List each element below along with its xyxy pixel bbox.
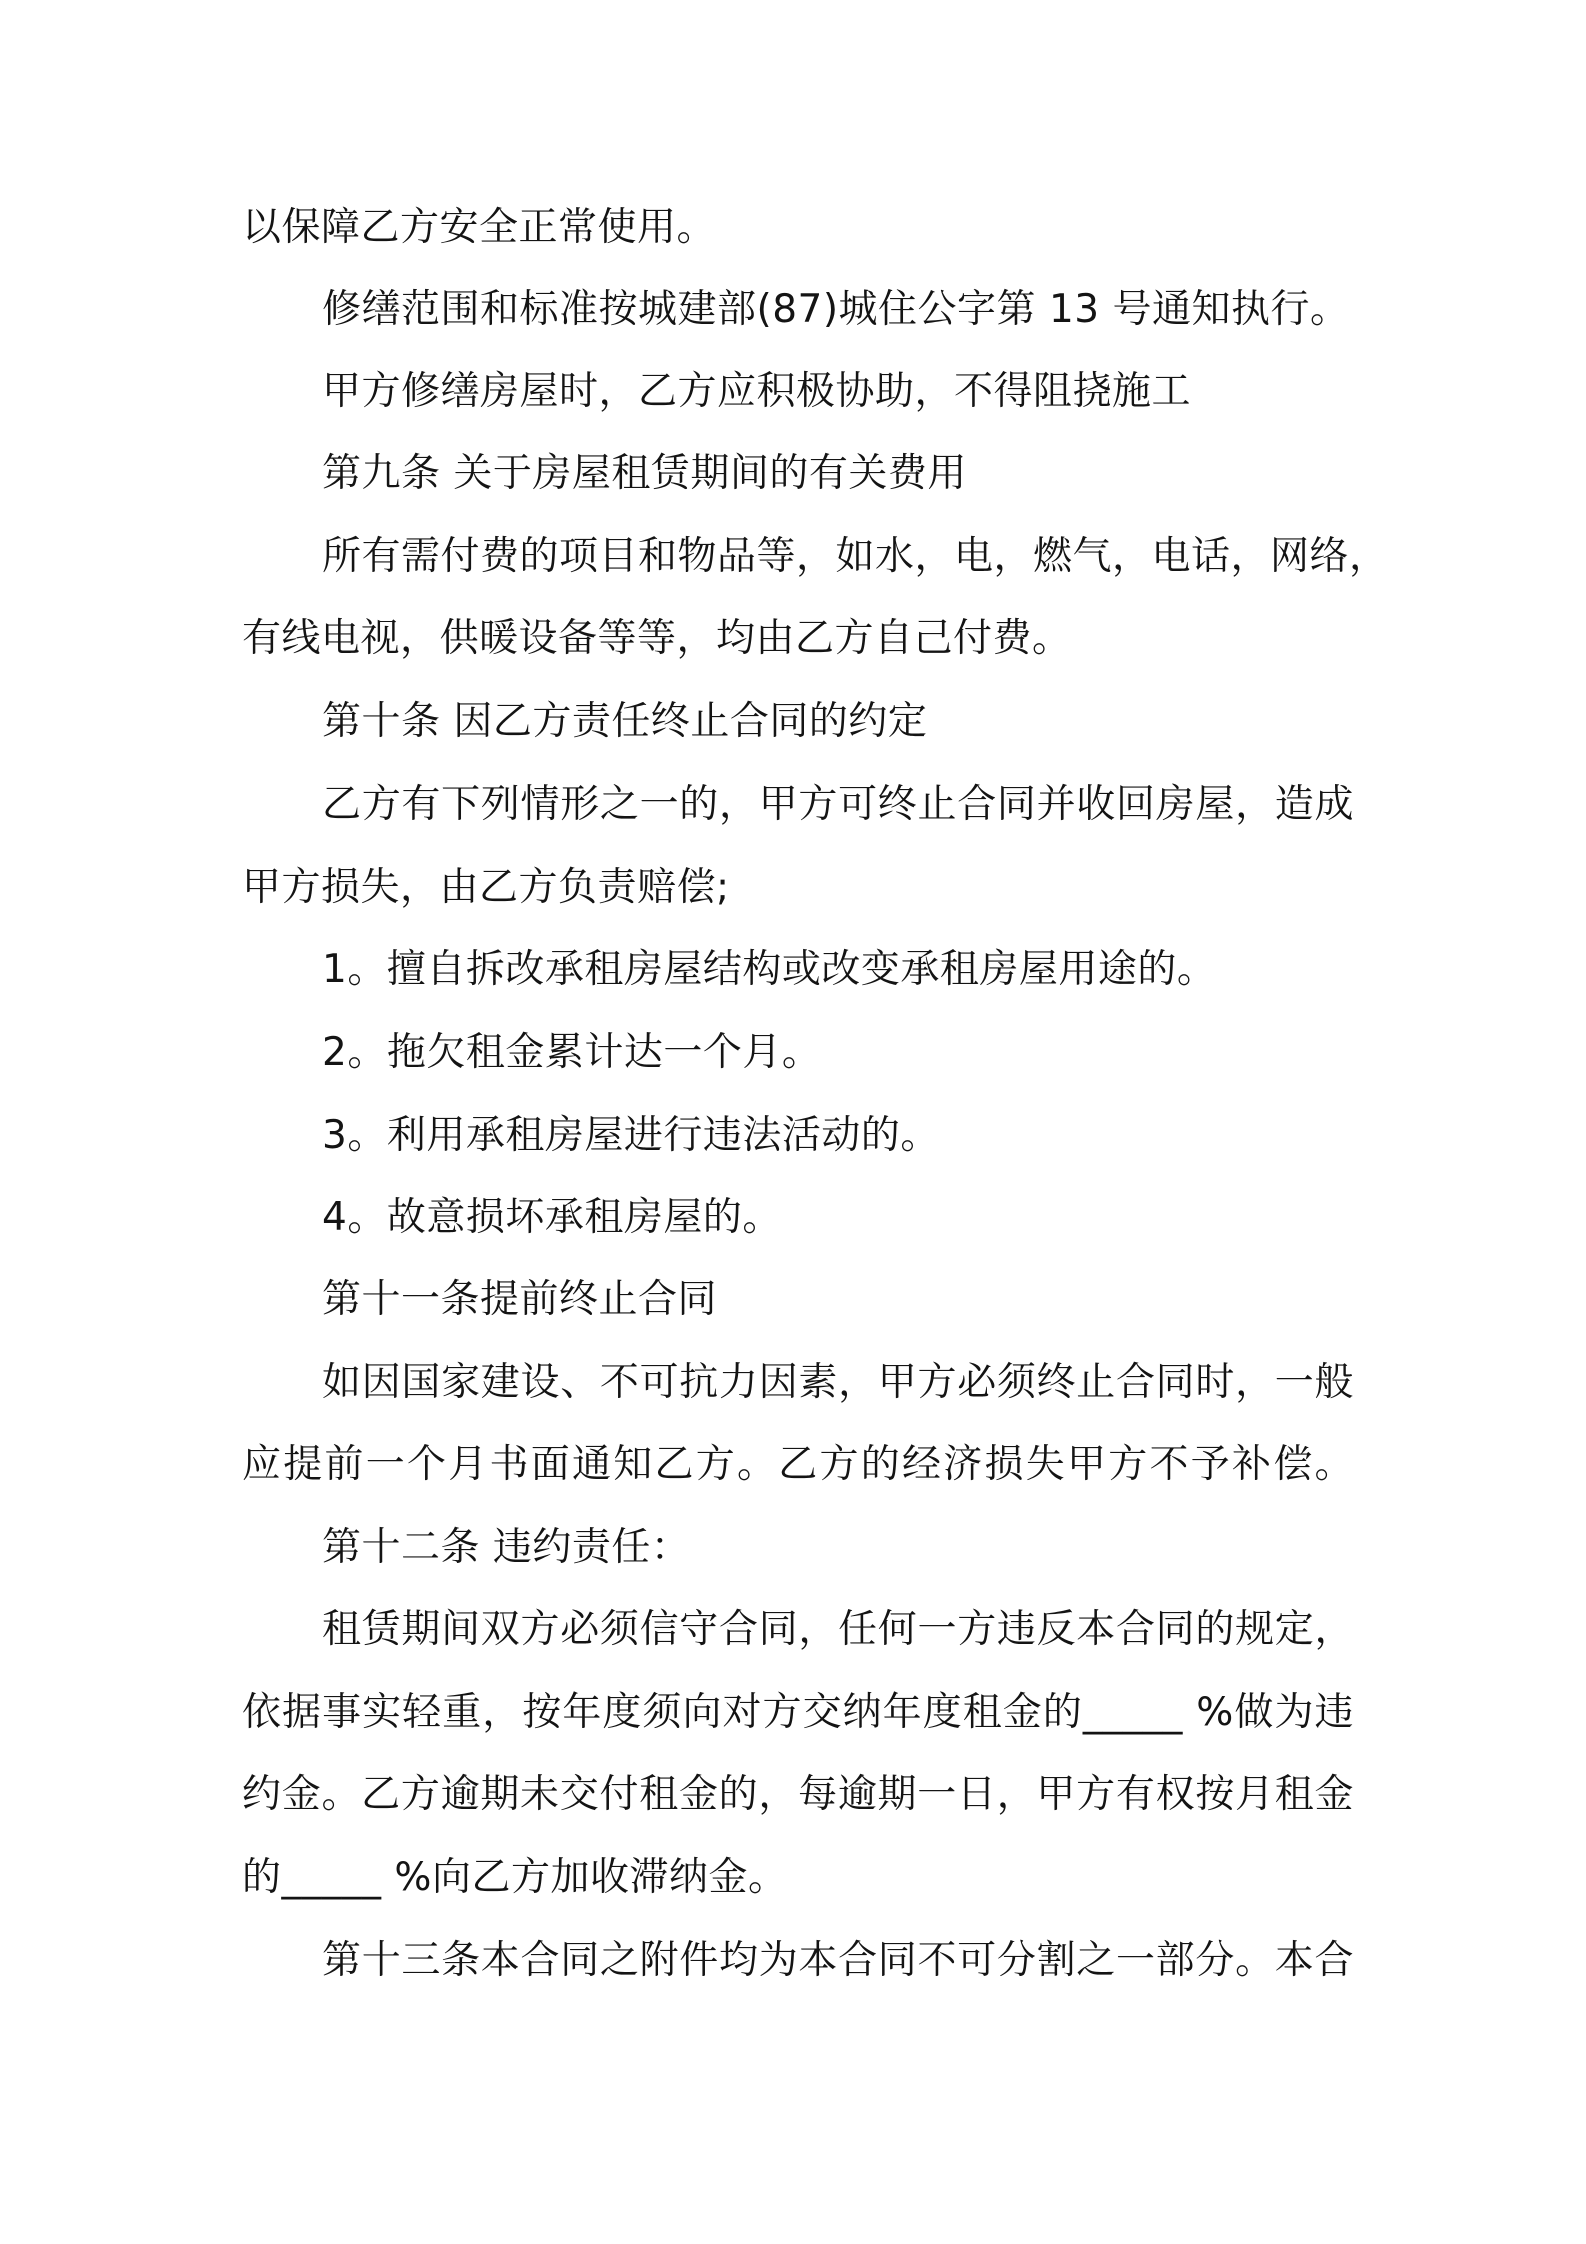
text-line: 的_____ %向乙方加收滞纳金。 — [242, 1855, 788, 1900]
text-line: 修缮范围和标准按城建部(87)城住公字第 13 号通知执行。 — [322, 287, 1350, 332]
text-line: 如因国家建设、不可抗力因素，甲方必须终止合同时，一般 — [322, 1360, 1354, 1405]
article-heading: 第九条 关于房屋租赁期间的有关费用 — [322, 451, 967, 496]
text-line: 租赁期间双方必须信守合同，任何一方违反本合同的规定， — [322, 1607, 1354, 1652]
list-item: 4。故意损坏承租房屋的。 — [322, 1195, 782, 1240]
list-item: 3。利用承租房屋进行违法活动的。 — [322, 1113, 940, 1158]
text-line: 有线电视，供暖设备等等，均由乙方自己付费。 — [242, 616, 1072, 661]
article-heading: 第十一条提前终止合同 — [322, 1277, 718, 1322]
text-line: 乙方有下列情形之一的，甲方可终止合同并收回房屋，造成 — [322, 782, 1354, 827]
article-heading: 第十条 因乙方责任终止合同的约定 — [322, 699, 928, 744]
text-line: 甲方损失，由乙方负责赔偿; — [242, 865, 730, 910]
text-line: 所有需付费的项目和物品等，如水，电，燃气，电话，网络， — [322, 534, 1389, 579]
text-line: 约金。乙方逾期未交付租金的，每逾期一日，甲方有权按月租金 — [242, 1772, 1354, 1817]
text-line: 依据事实轻重，按年度须向对方交纳年度租金的_____ %做为违 — [242, 1690, 1354, 1735]
list-item: 1。擅自拆改承租房屋结构或改变承租房屋用途的。 — [322, 947, 1217, 992]
text-line: 以保障乙方安全正常使用。 — [242, 205, 717, 250]
text-line: 应提前一个月书面通知乙方。乙方的经济损失甲方不予补偿。 — [242, 1442, 1354, 1487]
text-line: 甲方修缮房屋时，乙方应积极协助，不得阻挠施工 — [322, 369, 1192, 414]
article-heading: 第十二条 违约责任： — [322, 1525, 691, 1570]
text-line: 第十三条本合同之附件均为本合同不可分割之一部分。本合 — [322, 1938, 1354, 1983]
list-item: 2。拖欠租金累计达一个月。 — [322, 1030, 822, 1075]
